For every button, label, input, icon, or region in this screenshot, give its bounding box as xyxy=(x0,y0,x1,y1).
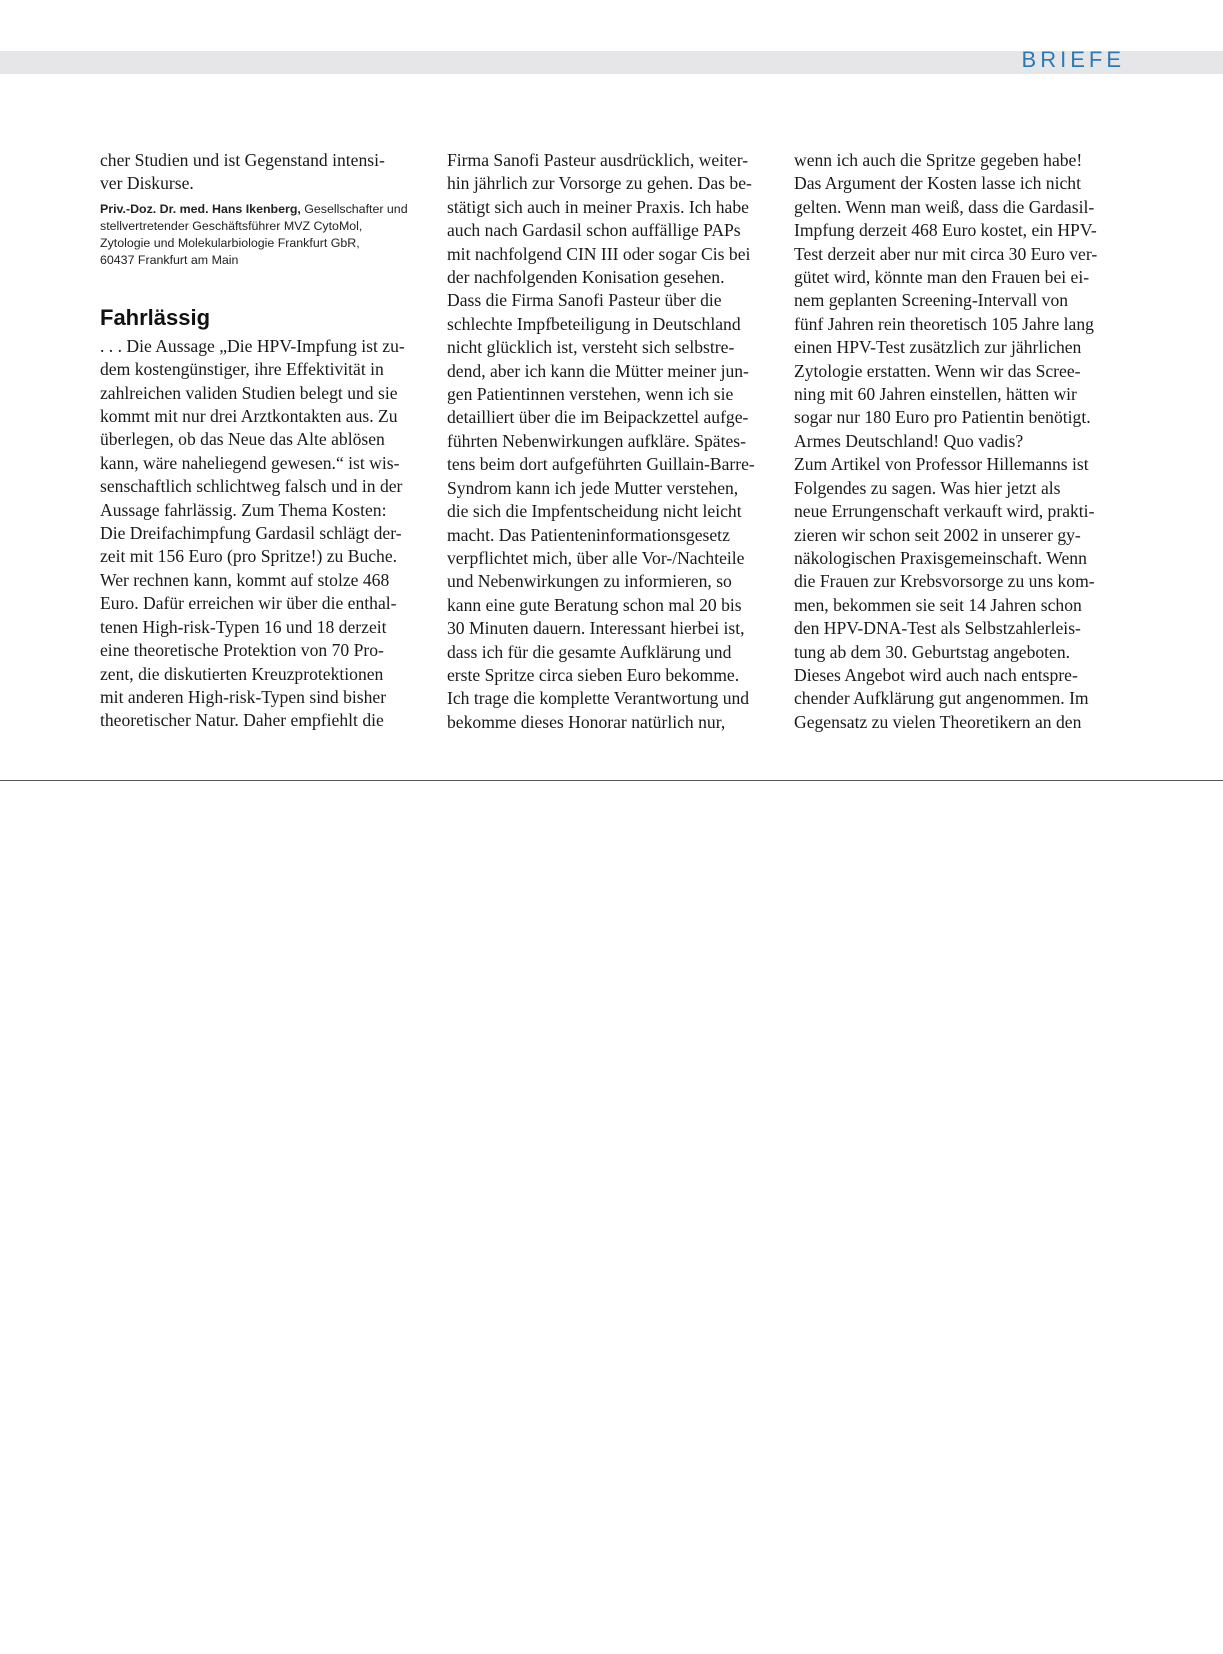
text-line: dem kostengünstiger, ihre Effektivität in xyxy=(100,359,384,380)
text-line: dass ich für die gesamte Aufklärung und xyxy=(447,641,732,662)
column-1 xyxy=(100,149,430,733)
text-line: bekomme dieses Honorar natürlich nur, xyxy=(447,711,726,732)
author-affiliation: Zytologie und Molekularbiologie Frankfurt GbR, xyxy=(100,235,360,250)
text-line: neue Errungenschaft verkauft wird, prakti- xyxy=(794,501,1095,522)
text-line: und Nebenwirkungen zu informieren, so xyxy=(447,571,732,592)
letter-heading: Fahrlässig xyxy=(100,304,211,330)
text-line: 30 Minuten dauern. Interessant hierbei ist, xyxy=(447,618,745,639)
author-affiliation: stellvertretender Geschäftsführer MVZ CytoMol, xyxy=(100,218,363,233)
text-line: die Frauen zur Krebsvorsorge zu uns kom- xyxy=(794,571,1095,592)
text-line: tung ab dem 30. Geburtstag angeboten. xyxy=(794,641,1071,662)
text-line: tens beim dort aufgeführten Guillain-Barre- xyxy=(447,454,755,475)
text-line: Dieses Angebot wird auch nach entspre- xyxy=(794,664,1078,685)
text-line: schlechte Impfbeteiligung in Deutschland xyxy=(447,313,741,334)
text-line: Ich trage die komplette Verantwortung und xyxy=(447,688,750,709)
author-affiliation: Gesellschafter und xyxy=(300,201,408,216)
column-2 xyxy=(447,149,777,734)
text-line: dend, aber ich kann die Mütter meiner jun- xyxy=(447,360,749,381)
text-line: führten Nebenwirkungen aufkläre. Spätes- xyxy=(447,430,746,451)
text-line: Zytologie erstatten. Wenn wir das Scree- xyxy=(794,360,1081,381)
text-line: eine theoretische Protektion von 70 Pro- xyxy=(100,640,384,661)
letter-body xyxy=(100,335,430,733)
text-line: ver Diskurse. xyxy=(100,173,194,194)
text-line: Aussage fahrlässig. Zum Thema Kosten: xyxy=(100,499,387,520)
text-line: den HPV-DNA-Test als Selbstzahlerleis- xyxy=(794,618,1081,639)
text-line: einen HPV-Test zusätzlich zur jährlichen xyxy=(794,337,1082,358)
bottom-divider xyxy=(0,780,1223,781)
text-line: hin jährlich zur Vorsorge zu gehen. Das be- xyxy=(447,173,752,194)
text-line: sogar nur 180 Euro pro Patientin benötigt. xyxy=(794,407,1091,428)
text-line: ning mit 60 Jahren einstellen, hätten wir xyxy=(794,384,1077,405)
text-line: die sich die Impfentscheidung nicht leicht xyxy=(447,501,742,522)
text-line: erste Spritze circa sieben Euro bekomme. xyxy=(447,664,740,685)
text-line: zent, die diskutierten Kreuzprotektionen xyxy=(100,663,384,684)
text-line: gen Patientinnen verstehen, wenn ich sie xyxy=(447,384,734,405)
intro-text xyxy=(100,149,430,196)
text-line: Wer rechnen kann, kommt auf stolze 468 xyxy=(100,569,390,590)
text-line: cher Studien und ist Gegenstand intensi- xyxy=(100,150,385,170)
text-line: zieren wir schon seit 2002 in unserer gy- xyxy=(794,524,1081,545)
column-3 xyxy=(794,149,1129,734)
text-line: theoretischer Natur. Daher empfiehlt die xyxy=(100,710,384,731)
text-line: kann eine gute Beratung schon mal 20 bis xyxy=(447,594,742,615)
text-line: chender Aufklärung gut angenommen. Im xyxy=(794,688,1089,709)
text-line: Zum Artikel von Professor Hillemanns ist xyxy=(794,454,1089,475)
text-line: auch nach Gardasil schon auffällige PAPs xyxy=(447,220,741,241)
text-line: kommt mit nur drei Arztkontakten aus. Zu xyxy=(100,406,398,427)
text-line: detailliert über die im Beipackzettel aufge- xyxy=(447,407,749,428)
text-line: Armes Deutschland! Quo vadis? xyxy=(794,430,1024,451)
text-line: wenn ich auch die Spritze gegeben habe! xyxy=(794,150,1083,170)
text-line: macht. Das Patienteninformationsgesetz xyxy=(447,524,730,545)
text-line: Folgendes zu sagen. Was hier jetzt als xyxy=(794,477,1061,498)
text-line: kann, wäre naheliegend gewesen.“ ist wis- xyxy=(100,452,400,473)
text-line: Syndrom kann ich jede Mutter verstehen, xyxy=(447,477,739,498)
text-line: nem geplanten Screening-Intervall von xyxy=(794,290,1069,311)
author-signature xyxy=(100,201,430,269)
section-label: BRIEFE xyxy=(1021,47,1125,72)
text-line: mit anderen High-risk-Typen sind bisher xyxy=(100,686,387,707)
text-line: tenen High-risk-Typen 16 und 18 derzeit xyxy=(100,616,387,637)
text-line: . . . Die Aussage „Die HPV-Impfung ist zu- xyxy=(100,335,405,356)
text-line: Firma Sanofi Pasteur ausdrücklich, weiter- xyxy=(447,150,749,170)
text-line: gütet wird, könnte man den Frauen bei ei- xyxy=(794,267,1090,288)
text-line: men, bekommen sie seit 14 Jahren schon xyxy=(794,594,1082,615)
text-line: der nachfolgenden Konisation gesehen. xyxy=(447,267,725,288)
text-line: überlegen, ob das Neue das Alte ablösen xyxy=(100,429,385,450)
text-line: verpflichtet mich, über alle Vor-/Nachteile xyxy=(447,547,745,568)
text-line: nicht glücklich ist, versteht sich selbstre- xyxy=(447,337,735,358)
text-line: Test derzeit aber nur mit circa 30 Euro ver- xyxy=(794,243,1098,264)
text-line: fünf Jahren rein theoretisch 105 Jahre lang xyxy=(794,313,1094,334)
author-address: 60437 Frankfurt am Main xyxy=(100,252,239,267)
text-line: näkologischen Praxisgemeinschaft. Wenn xyxy=(794,547,1087,568)
text-line: senschaftlich schlichtweg falsch und in der xyxy=(100,476,403,497)
text-line: Das Argument der Kosten lasse ich nicht xyxy=(794,173,1081,194)
text-line: Impfung derzeit 468 Euro kostet, ein HPV- xyxy=(794,220,1097,241)
text-line: stätigt sich auch in meiner Praxis. Ich habe xyxy=(447,196,749,217)
text-line: zahlreichen validen Studien belegt und sie xyxy=(100,382,398,403)
text-line: Euro. Dafür erreichen wir über die enthal- xyxy=(100,593,397,614)
author-name: Priv.-Doz. Dr. med. Hans Ikenberg, xyxy=(100,201,301,216)
text-line: Gegensatz zu vielen Theoretikern an den xyxy=(794,711,1082,732)
text-line: Die Dreifachimpfung Gardasil schlägt der- xyxy=(100,523,402,544)
text-line: gelten. Wenn man weiß, dass die Gardasil- xyxy=(794,196,1095,217)
text-line: zeit mit 156 Euro (pro Spritze!) zu Buche. xyxy=(100,546,398,567)
text-line: mit nachfolgend CIN III oder sogar Cis bei xyxy=(447,243,751,264)
text-line: Dass die Firma Sanofi Pasteur über die xyxy=(447,290,722,311)
